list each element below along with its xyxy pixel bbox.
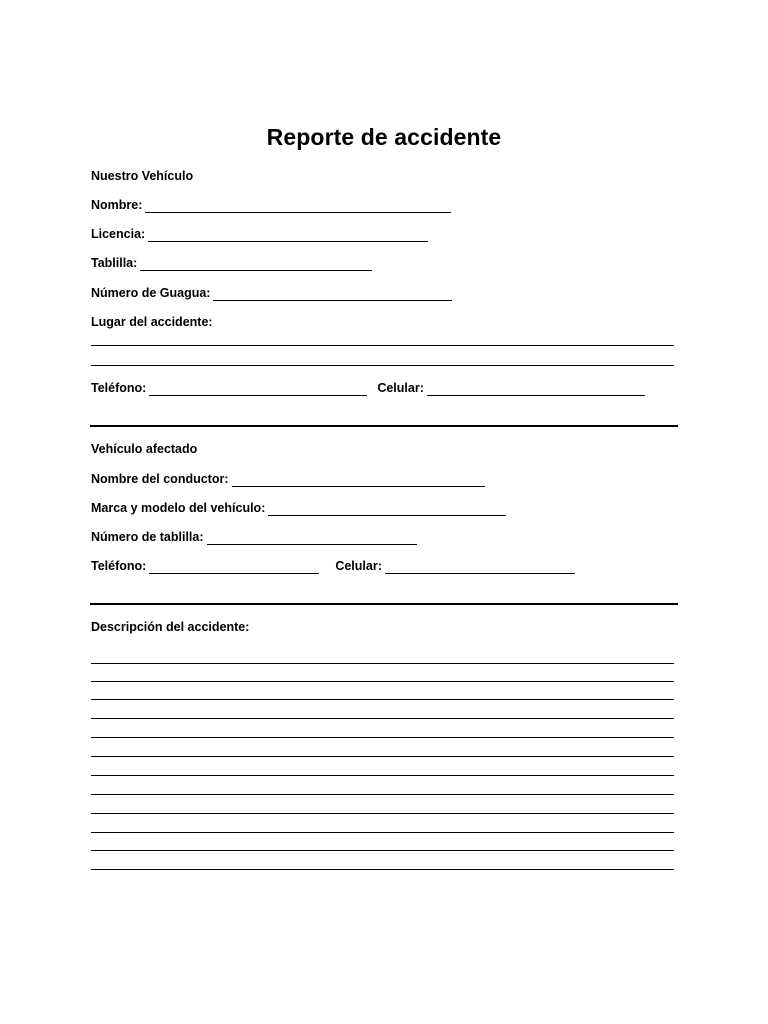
numero-guagua-row (91, 285, 452, 301)
description-line[interactable] (91, 663, 674, 664)
nombre-conductor-row (91, 471, 485, 487)
description-line[interactable] (91, 813, 674, 814)
celular-field[interactable] (427, 383, 645, 396)
numero-tablilla-label: Número de tablilla: (91, 530, 204, 544)
page-title: Reporte de accidente (266, 124, 502, 150)
section-divider-2 (90, 603, 678, 605)
marca-modelo-row (91, 500, 506, 516)
description-line[interactable] (91, 775, 674, 776)
nombre-label: Nombre: (91, 198, 143, 212)
description-line[interactable] (91, 756, 674, 757)
telefono-field[interactable] (149, 383, 367, 396)
description-line[interactable] (91, 794, 674, 795)
celular-label-2: Celular: (335, 559, 382, 573)
nombre-conductor-label: Nombre del conductor: (91, 472, 229, 486)
description-line[interactable] (91, 832, 674, 833)
lugar-line-1[interactable] (91, 345, 674, 346)
numero-guagua-field[interactable] (213, 288, 452, 301)
telefono-celular-row-1 (91, 380, 645, 396)
tablilla-label: Tablilla: (91, 256, 138, 270)
description-heading: Descripción del accidente: (91, 620, 250, 634)
description-line[interactable] (91, 718, 674, 719)
celular-field-2[interactable] (385, 561, 575, 574)
telefono-label-2: Teléfono: (91, 559, 147, 573)
licencia-label: Licencia: (91, 227, 146, 241)
numero-tablilla-field[interactable] (207, 532, 417, 545)
description-line[interactable] (91, 699, 674, 700)
tablilla-field[interactable] (140, 258, 372, 271)
licencia-row (91, 226, 428, 242)
numero-tablilla-row (91, 529, 417, 545)
nombre-row (91, 197, 451, 213)
description-line[interactable] (91, 850, 674, 851)
nombre-field[interactable] (145, 200, 451, 213)
telefono-celular-row-2 (91, 558, 575, 574)
celular-label: Celular: (377, 381, 424, 395)
description-line[interactable] (91, 681, 674, 682)
description-line[interactable] (91, 737, 674, 738)
marca-modelo-label: Marca y modelo del vehículo: (91, 501, 266, 515)
lugar-line-2[interactable] (91, 365, 674, 366)
licencia-field[interactable] (148, 229, 428, 242)
nombre-conductor-field[interactable] (232, 474, 485, 487)
description-line[interactable] (91, 869, 674, 870)
telefono-label: Teléfono: (91, 381, 147, 395)
marca-modelo-field[interactable] (268, 503, 506, 516)
tablilla-row (91, 255, 372, 271)
our-vehicle-heading: Nuestro Vehículo (91, 169, 194, 183)
section-divider-1 (90, 425, 678, 427)
numero-guagua-label: Número de Guagua: (91, 286, 211, 300)
affected-vehicle-heading: Vehículo afectado (91, 442, 198, 456)
lugar-label: Lugar del accidente: (91, 315, 213, 329)
telefono-field-2[interactable] (149, 561, 319, 574)
